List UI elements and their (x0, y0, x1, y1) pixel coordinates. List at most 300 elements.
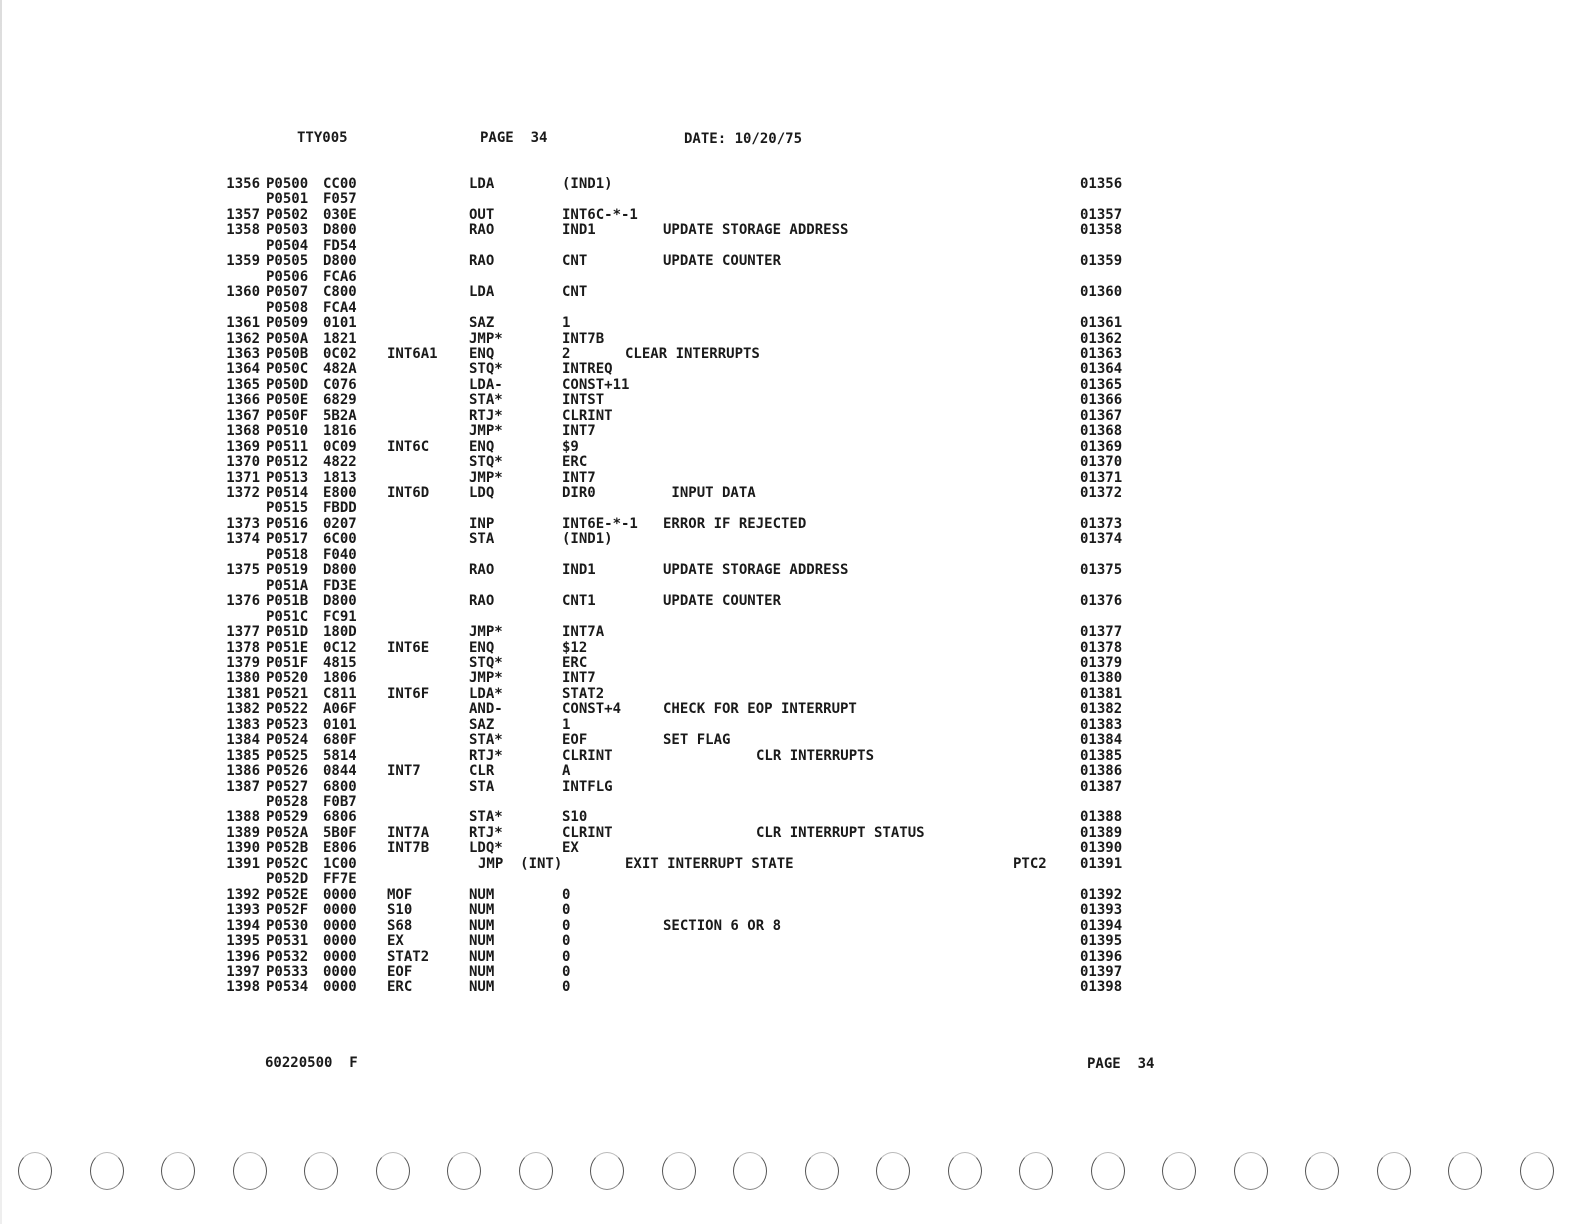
operand: (IND1) (562, 176, 613, 192)
operand: $9 (562, 438, 579, 455)
opcode: NUM (469, 963, 495, 980)
sequence-number: 01397 (1080, 963, 1123, 980)
address: P051A (266, 577, 309, 594)
listing-row (0, 563, 1584, 579)
opcode: AND- (469, 701, 503, 718)
object-code: D800 (323, 253, 357, 270)
listing-row (0, 471, 1584, 487)
address: P0529 (266, 809, 309, 826)
address: P0506 (266, 268, 309, 285)
sequence-number: 01395 (1080, 933, 1123, 950)
opcode: RTJ* (469, 407, 503, 424)
sequence-number: 01378 (1080, 639, 1123, 656)
object-code: 0207 (323, 515, 357, 532)
feed-hole-icon (1234, 1152, 1268, 1190)
listing-row (0, 702, 1584, 718)
object-code: 0C09 (323, 438, 357, 455)
sequence-number: 01366 (1080, 392, 1123, 409)
operand: 0 (562, 948, 571, 965)
opcode: SAZ (469, 315, 495, 332)
label: EOF (387, 963, 413, 980)
opcode: STA* (469, 392, 503, 409)
listing-row (0, 841, 1584, 857)
listing-row (0, 749, 1584, 765)
listing-row (0, 501, 1584, 517)
address: P0532 (266, 948, 309, 965)
operand: DIR0 (562, 485, 596, 501)
label: S68 (387, 917, 413, 934)
sequence-number: 01392 (1080, 886, 1123, 903)
comment: CLR INTERRUPT STATUS (756, 824, 925, 841)
address: P0513 (266, 469, 309, 486)
address: P052E (266, 886, 309, 903)
opcode: JMP* (469, 469, 503, 486)
comment: INPUT DATA (663, 485, 756, 501)
line-number: 1364 (226, 361, 260, 378)
listing-row (0, 718, 1584, 734)
opcode: JMP* (469, 670, 503, 687)
operand: EX (562, 840, 579, 857)
listing-row (0, 409, 1584, 425)
sequence-number: 01367 (1080, 407, 1123, 424)
listing-row (0, 857, 1584, 873)
listing-row (0, 223, 1584, 239)
address: P0533 (266, 963, 309, 980)
opcode: STQ* (469, 454, 503, 471)
address: P052F (266, 902, 309, 919)
line-number: 1385 (226, 747, 260, 764)
feed-hole-icon (805, 1152, 839, 1190)
sequence-number: 01369 (1080, 438, 1123, 455)
line-number: 1363 (226, 345, 260, 362)
comment: CLEAR INTERRUPTS (625, 345, 760, 362)
address: P052D (266, 871, 309, 888)
opcode: LDA- (469, 376, 503, 393)
line-number: 1380 (226, 670, 260, 687)
operand: INT7B (562, 330, 605, 347)
address: P0522 (266, 701, 309, 718)
operand: CLRINT (562, 824, 613, 841)
opcode: CLR (469, 763, 495, 780)
object-code: 6800 (323, 778, 357, 795)
label: S10 (387, 902, 413, 919)
line-number: 1376 (226, 593, 260, 610)
listing-row (0, 594, 1584, 610)
listing-row (0, 888, 1584, 904)
opcode: ENQ (469, 438, 495, 455)
line-number: 1366 (226, 392, 260, 409)
listing-row (0, 486, 1584, 502)
line-number: 1378 (226, 639, 260, 656)
line-number: 1361 (226, 315, 260, 332)
address: P0534 (266, 979, 309, 996)
sequence-number: 01382 (1080, 701, 1123, 718)
raw-statement: JMP (INT) (478, 855, 563, 872)
feed-hole-icon (447, 1152, 481, 1190)
line-number: 1362 (226, 330, 260, 347)
address: P052C (266, 855, 309, 872)
opcode: SAZ (469, 716, 495, 733)
line-number: 1390 (226, 840, 260, 857)
sequence-number: 01394 (1080, 917, 1123, 934)
object-code: FD54 (323, 237, 357, 254)
comment: ERROR IF REJECTED (663, 515, 807, 532)
operand: CONST+4 (562, 701, 622, 718)
label: INT6A1 (387, 345, 438, 362)
line-number: 1372 (226, 485, 260, 501)
line-number: 1395 (226, 933, 260, 950)
listing-row (0, 301, 1584, 317)
line-number: 1387 (226, 778, 260, 795)
address: P0516 (266, 515, 309, 532)
label: ERC (387, 979, 413, 996)
listing-row (0, 517, 1584, 533)
operand: CNT (562, 253, 588, 270)
address: P050A (266, 330, 309, 347)
object-code: 482A (323, 361, 357, 378)
line-number: 1369 (226, 438, 260, 455)
listing-row (0, 378, 1584, 394)
operand: INT6C-*-1 (562, 206, 638, 223)
address: P0501 (266, 191, 309, 208)
object-code: 6829 (323, 392, 357, 409)
line-number: 1359 (226, 253, 260, 270)
operand: 0 (562, 917, 571, 934)
operand: INT7 (562, 469, 596, 486)
tractor-feed-holes (0, 1140, 1584, 1200)
object-code: 0101 (323, 315, 357, 332)
operand: CONST+11 (562, 376, 630, 393)
listing-row (0, 455, 1584, 471)
label: INT6E (387, 639, 430, 656)
object-code: 0000 (323, 979, 357, 996)
object-code: 0101 (323, 716, 357, 733)
address: P0515 (266, 500, 309, 517)
feed-hole-icon (876, 1152, 910, 1190)
comment: EXIT INTERRUPT STATE (625, 855, 794, 872)
opcode: NUM (469, 917, 495, 934)
operand: 0 (562, 933, 571, 950)
line-number: 1382 (226, 701, 260, 718)
sequence-number: 01364 (1080, 361, 1123, 378)
listing-row (0, 872, 1584, 888)
operand: S10 (562, 809, 588, 826)
object-code: 180D (323, 624, 357, 641)
sequence-number: 01388 (1080, 809, 1123, 826)
listing-row (0, 810, 1584, 826)
object-code: 1821 (323, 330, 357, 347)
object-code: 0000 (323, 886, 357, 903)
object-code: 0C02 (323, 345, 357, 362)
object-code: FCA6 (323, 268, 357, 285)
object-code: 0000 (323, 902, 357, 919)
label: INT6D (387, 485, 430, 501)
label: STAT2 (387, 948, 430, 965)
address: P0530 (266, 917, 309, 934)
feed-hole-icon (161, 1152, 195, 1190)
object-code: F040 (323, 546, 357, 563)
object-code: C076 (323, 376, 357, 393)
feed-hole-icon (733, 1152, 767, 1190)
listing-row (0, 980, 1584, 996)
operand: INTST (562, 392, 605, 409)
listing-row (0, 780, 1584, 796)
listing-row (0, 347, 1584, 363)
opcode: OUT (469, 206, 495, 223)
header-page-number: PAGE 34 (480, 130, 548, 146)
opcode: LDQ (469, 485, 495, 501)
object-code: 030E (323, 206, 357, 223)
address: P051E (266, 639, 309, 656)
feed-hole-icon (948, 1152, 982, 1190)
operand: INTREQ (562, 361, 613, 378)
opcode: RAO (469, 593, 495, 610)
address: P051D (266, 624, 309, 641)
line-number: 1357 (226, 206, 260, 223)
footer-document-number: 60220500 F (265, 1055, 358, 1071)
object-code: 6806 (323, 809, 357, 826)
line-number: 1386 (226, 763, 260, 780)
sequence-number: 01358 (1080, 222, 1123, 239)
address: P051C (266, 608, 309, 625)
line-number: 1368 (226, 423, 260, 440)
operand: ERC (562, 654, 588, 671)
feed-hole-icon (1377, 1152, 1411, 1190)
operand: 0 (562, 963, 571, 980)
opcode: LDA* (469, 685, 503, 702)
address: P0518 (266, 546, 309, 563)
line-number: 1373 (226, 515, 260, 532)
opcode: ENQ (469, 639, 495, 656)
listing-row (0, 950, 1584, 966)
line-number: 1381 (226, 685, 260, 702)
sequence-number: 01381 (1080, 685, 1123, 702)
object-code: D800 (323, 593, 357, 610)
listing-row (0, 177, 1584, 193)
address: P0520 (266, 670, 309, 687)
sequence-number: 01362 (1080, 330, 1123, 347)
operand: $12 (562, 639, 588, 656)
address: P0512 (266, 454, 309, 471)
object-code: 5B0F (323, 824, 357, 841)
address: P0525 (266, 747, 309, 764)
address: P0514 (266, 485, 309, 501)
operand: INT7A (562, 624, 605, 641)
sequence-number: 01380 (1080, 670, 1123, 687)
address: P0508 (266, 299, 309, 316)
address: P0503 (266, 222, 309, 239)
sequence-number: 01360 (1080, 284, 1123, 301)
address: P050D (266, 376, 309, 393)
label: INT6F (387, 685, 430, 702)
address: P0502 (266, 206, 309, 223)
sequence-number: 01376 (1080, 593, 1123, 610)
listing-row (0, 641, 1584, 657)
operand: IND1 (562, 222, 596, 239)
listing-row (0, 362, 1584, 378)
listing-row (0, 393, 1584, 409)
sequence-number: 01361 (1080, 315, 1123, 332)
sequence-number: 01359 (1080, 253, 1123, 270)
opcode: LDA (469, 284, 495, 301)
object-code: A06F (323, 701, 357, 718)
sequence-number: 01371 (1080, 469, 1123, 486)
line-number: 1391 (226, 855, 260, 872)
object-code: F057 (323, 191, 357, 208)
line-number: 1389 (226, 824, 260, 841)
listing-row (0, 795, 1584, 811)
line-number: 1394 (226, 917, 260, 934)
sequence-number: 01396 (1080, 948, 1123, 965)
object-code: C800 (323, 284, 357, 301)
opcode: NUM (469, 886, 495, 903)
comment: UPDATE COUNTER (663, 593, 782, 610)
object-code: C811 (323, 685, 357, 702)
address: P0504 (266, 237, 309, 254)
line-number: 1388 (226, 809, 260, 826)
operand: CLRINT (562, 407, 613, 424)
line-number: 1398 (226, 979, 260, 996)
feed-hole-icon (1019, 1152, 1053, 1190)
object-code: 4822 (323, 454, 357, 471)
sequence-number: 01379 (1080, 654, 1123, 671)
listing-row (0, 254, 1584, 270)
operand: STAT2 (562, 685, 605, 702)
line-number: 1360 (226, 284, 260, 301)
feed-hole-icon (1448, 1152, 1482, 1190)
comment: UPDATE STORAGE ADDRESS (663, 562, 849, 579)
operand: 0 (562, 979, 571, 996)
line-number: 1367 (226, 407, 260, 424)
sequence-number: 01390 (1080, 840, 1123, 857)
line-number: 1358 (226, 222, 260, 239)
label: INT6C (387, 438, 430, 455)
feed-hole-icon (1305, 1152, 1339, 1190)
sequence-number: 01384 (1080, 732, 1123, 749)
opcode: NUM (469, 948, 495, 965)
label: INT7B (387, 840, 430, 857)
listing-row (0, 208, 1584, 224)
opcode: RAO (469, 562, 495, 579)
opcode: STA (469, 531, 495, 548)
opcode: JMP* (469, 423, 503, 440)
listing-row (0, 671, 1584, 687)
operand: 1 (562, 315, 571, 332)
object-code: 680F (323, 732, 357, 749)
sequence-number: 01391 (1080, 855, 1123, 872)
opcode: NUM (469, 902, 495, 919)
listing-row (0, 440, 1584, 456)
operand: INT7 (562, 670, 596, 687)
object-code: 6C00 (323, 531, 357, 548)
operand: IND1 (562, 562, 596, 579)
object-code: FC91 (323, 608, 357, 625)
object-code: FCA4 (323, 299, 357, 316)
sequence-tag: PTC2 (1013, 855, 1047, 872)
label: EX (387, 933, 404, 950)
feed-hole-icon (1162, 1152, 1196, 1190)
comment: CHECK FOR EOP INTERRUPT (663, 701, 857, 718)
operand: 2 (562, 345, 571, 362)
listing-row (0, 919, 1584, 935)
address: P0517 (266, 531, 309, 548)
opcode: RTJ* (469, 747, 503, 764)
opcode: JMP* (469, 624, 503, 641)
comment: UPDATE STORAGE ADDRESS (663, 222, 849, 239)
operand: CLRINT (562, 747, 613, 764)
feed-hole-icon (18, 1152, 52, 1190)
sequence-number: 01393 (1080, 902, 1123, 919)
line-number: 1397 (226, 963, 260, 980)
label: INT7 (387, 763, 421, 780)
listing-row (0, 332, 1584, 348)
object-code: F0B7 (323, 794, 357, 810)
address: P0511 (266, 438, 309, 455)
opcode: STA (469, 778, 495, 795)
object-code: 0000 (323, 948, 357, 965)
address: P0510 (266, 423, 309, 440)
address: P050B (266, 345, 309, 362)
comment: SECTION 6 OR 8 (663, 917, 782, 934)
listing-row (0, 424, 1584, 440)
sequence-number: 01389 (1080, 824, 1123, 841)
address: P0505 (266, 253, 309, 270)
opcode: RAO (469, 222, 495, 239)
address: P0528 (266, 794, 309, 810)
opcode: JMP* (469, 330, 503, 347)
listing-row (0, 192, 1584, 208)
feed-hole-icon (519, 1152, 553, 1190)
operand: 0 (562, 902, 571, 919)
feed-hole-icon (662, 1152, 696, 1190)
operand: CNT1 (562, 593, 596, 610)
comment: UPDATE COUNTER (663, 253, 782, 270)
object-code: 1C00 (323, 855, 357, 872)
sequence-number: 01356 (1080, 176, 1123, 192)
line-number: 1374 (226, 531, 260, 548)
listing-row (0, 687, 1584, 703)
line-number: 1383 (226, 716, 260, 733)
listing-row (0, 270, 1584, 286)
address: P050F (266, 407, 309, 424)
sequence-number: 01377 (1080, 624, 1123, 641)
address: P0521 (266, 685, 309, 702)
sequence-number: 01363 (1080, 345, 1123, 362)
operand: A (562, 763, 571, 780)
line-number: 1392 (226, 886, 260, 903)
listing-row (0, 903, 1584, 919)
object-code: 0000 (323, 933, 357, 950)
comment: SET FLAG (663, 732, 731, 749)
listing-row (0, 285, 1584, 301)
line-number: 1370 (226, 454, 260, 471)
listing-row (0, 625, 1584, 641)
address: P0519 (266, 562, 309, 579)
sequence-number: 01387 (1080, 778, 1123, 795)
object-code: 1806 (323, 670, 357, 687)
object-code: 0000 (323, 963, 357, 980)
line-number: 1365 (226, 376, 260, 393)
object-code: 4815 (323, 654, 357, 671)
operand: (IND1) (562, 531, 613, 548)
object-code: D800 (323, 222, 357, 239)
opcode: ENQ (469, 345, 495, 362)
listing-row (0, 532, 1584, 548)
line-number: 1396 (226, 948, 260, 965)
address: P050E (266, 392, 309, 409)
sequence-number: 01386 (1080, 763, 1123, 780)
feed-hole-icon (1091, 1152, 1125, 1190)
